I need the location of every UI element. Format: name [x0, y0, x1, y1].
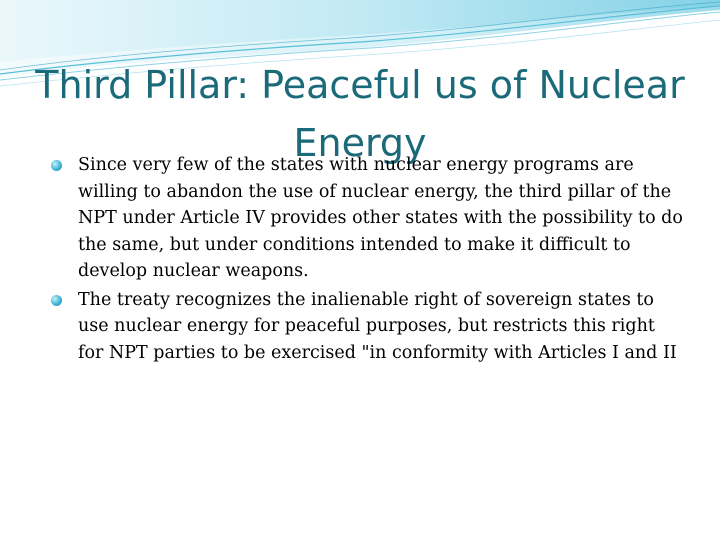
bullet-text: Since very few of the states with nuclear energy programs are willing to abandon the use of nuclear energy, the third pillar of the NPT under Article IV provides other states with the possibility to do the same, but under conditions intended to make it difficult to develop nuclear weapons. — [78, 155, 683, 281]
bullet-text: The treaty recognizes the inalienable right of sovereign states to use nuclear energy for peaceful purposes, but restricts this right for NPT parties to be exercised "in conformity with Articles I and II — [78, 289, 677, 363]
slide-title: Third Pillar: Peaceful us of Nuclear Energy — [35, 63, 685, 165]
bullet-list — [44, 152, 684, 368]
bullet-dot-icon — [51, 160, 62, 171]
bullet-item — [44, 152, 684, 285]
bullet-item — [44, 287, 684, 367]
bullet-dot-icon — [51, 295, 62, 306]
